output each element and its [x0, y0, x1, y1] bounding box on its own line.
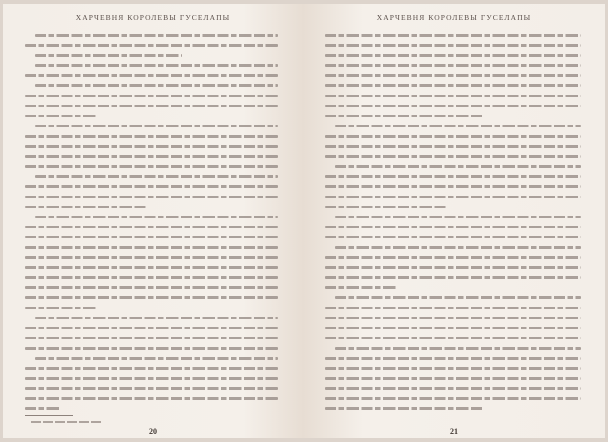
text-line [25, 262, 278, 272]
text-line [25, 313, 278, 323]
left-page-number: 20 [149, 427, 157, 436]
text-line [325, 303, 581, 313]
text-line [25, 323, 278, 333]
text-line [325, 313, 581, 323]
text-line [25, 151, 278, 161]
text-line [325, 373, 581, 383]
right-running-head: ХАРЧЕВНЯ КОРОЛЕВЫ ГУСЕЛАПЫ [376, 13, 532, 22]
text-line [325, 393, 581, 403]
text-line [325, 282, 581, 292]
text-line [325, 181, 581, 191]
text-line [25, 171, 278, 181]
text-line [25, 70, 278, 80]
left-page [3, 4, 303, 438]
text-line [325, 91, 581, 101]
text-line [25, 242, 278, 252]
footnote [25, 419, 145, 425]
text-line [325, 272, 581, 282]
text-line [325, 363, 581, 373]
text-line [325, 30, 581, 40]
text-line [325, 192, 581, 202]
text-line [325, 141, 581, 151]
text-line [325, 171, 581, 181]
text-line [25, 111, 278, 121]
text-line [325, 252, 581, 262]
text-line [325, 80, 581, 90]
text-line [325, 70, 581, 80]
text-line [25, 30, 278, 40]
text-line [25, 91, 278, 101]
text-line [25, 343, 278, 353]
right-page-number: 21 [450, 427, 458, 436]
text-line [25, 353, 278, 363]
text-line [25, 40, 278, 50]
text-line [325, 403, 581, 413]
text-line [25, 393, 278, 403]
text-line [325, 50, 581, 60]
text-line [325, 202, 581, 212]
text-line [325, 161, 581, 171]
text-line [25, 252, 278, 262]
text-line [25, 60, 278, 70]
text-line [25, 333, 278, 343]
text-line [25, 373, 278, 383]
text-line [325, 222, 581, 232]
text-line [25, 202, 278, 212]
text-line [325, 343, 581, 353]
text-line [325, 383, 581, 393]
text-line [325, 323, 581, 333]
right-text-block [325, 30, 581, 416]
text-line [325, 232, 581, 242]
text-line [325, 262, 581, 272]
text-line [25, 403, 278, 413]
text-line [325, 40, 581, 50]
text-line [325, 353, 581, 363]
text-line [325, 121, 581, 131]
text-line [25, 212, 278, 222]
text-line [325, 212, 581, 222]
text-line [25, 282, 278, 292]
text-line [25, 232, 278, 242]
text-line [25, 181, 278, 191]
text-line [325, 292, 581, 302]
text-line [25, 101, 278, 111]
footnote-rule [25, 415, 73, 416]
left-running-head: ХАРЧЕВНЯ КОРОЛЕВЫ ГУСЕЛАПЫ [75, 13, 231, 22]
left-text-block [25, 30, 278, 416]
text-line [25, 222, 278, 232]
text-line [325, 131, 581, 141]
text-line [25, 383, 278, 393]
text-line [325, 111, 581, 121]
text-line [25, 131, 278, 141]
text-line [25, 80, 278, 90]
text-line [25, 363, 278, 373]
text-line [325, 101, 581, 111]
text-line [25, 192, 278, 202]
right-page [303, 4, 605, 438]
text-line [25, 292, 278, 302]
text-line [25, 50, 278, 60]
text-line [25, 272, 278, 282]
text-line [325, 333, 581, 343]
text-line [25, 303, 278, 313]
text-line [25, 161, 278, 171]
text-line [325, 151, 581, 161]
text-line [325, 242, 581, 252]
text-line [25, 121, 278, 131]
text-line [325, 60, 581, 70]
text-line [25, 141, 278, 151]
